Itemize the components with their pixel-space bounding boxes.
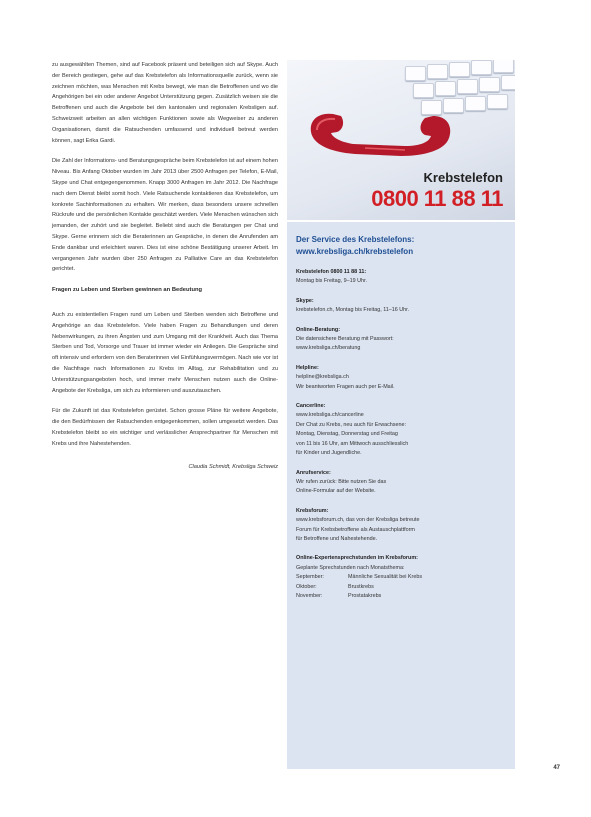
service-section-line[interactable]: helpline@krebsliga.ch (296, 374, 349, 381)
service-section-line[interactable]: www.krebsforum.ch, das von der Krebsliga betreute (296, 517, 420, 524)
service-section (296, 268, 505, 287)
service-section-line: für Betroffene und Nahestehende. (296, 535, 378, 542)
service-section-label: Skype: (296, 297, 314, 304)
article-signature: Claudia Schmidt, Krebsliga Schweiz (188, 463, 278, 470)
page-number: 47 (553, 765, 560, 771)
service-section-line[interactable]: www.krebsliga.ch/cancerline (296, 412, 364, 419)
experts-label: Online-Expertensprechstunden im Krebsforum: (296, 555, 418, 562)
expert-topic: Prostatakrebs (348, 592, 382, 599)
service-section-label: Helpline: (296, 364, 319, 371)
service-title: Der Service des Krebstelefons: (296, 235, 415, 244)
service-section-line: krebstelefon.ch, Montag bis Freitag, 11–16 Uhr. (296, 307, 410, 314)
service-section-line: Montag, Dienstag, Donnerstag und Freitag (296, 431, 398, 438)
expert-row (296, 592, 505, 601)
experts-section (296, 554, 505, 601)
service-section-label: Krebstelefon 0800 11 88 11: (296, 269, 367, 275)
service-section-line: von 11 bis 16 Uhr, am Mittwoch ausschliesslich (296, 440, 409, 447)
telephone-handset-icon (305, 102, 455, 158)
service-section-label: Cancerline: (296, 403, 326, 410)
ad-phone-number: 0800 11 88 11 (371, 186, 503, 211)
expert-row (296, 583, 505, 592)
experts-intro: Geplante Sprechstunden nach Monatsthema: (296, 564, 405, 571)
service-section-line[interactable]: www.krebsliga.ch/beratung (296, 345, 361, 352)
article-paragraph: Auch zu existentiellen Fragen rund um Leben und Sterben wenden sich Betroffene und Angehörige an das Krebstelefon. Viele haben Fragen zu Behandlungen und deren Nebenwirkungen, zu ihren Ängsten und zum Umgang mit der Krankheit. Auch das Thema Sterben und Tod, Vorsorge und Trauer ist immer wieder ein Anliegen. Die Gespräche sind oft intensiv und erfordern von den Beraterinnen viel Einfühlungsvermögen. Nach wie vor ist die Nachfrage nach Informationen zu Krebs im Alltag, zur Rehabilitation und zu Unterstützungsangeboten hoch, und immer mehr Menschen nutzen auch die Online-Angebote der Krebsliga, um sich zu informieren und auszutauschen. (52, 311, 278, 394)
service-section (296, 364, 505, 392)
article-column (52, 60, 278, 472)
service-section-label: Online-Beratung: (296, 326, 341, 333)
ad-brand: Krebstelefon (423, 170, 503, 185)
service-box (287, 222, 515, 769)
expert-month: September: (296, 574, 324, 581)
service-section (296, 402, 505, 458)
service-section (296, 297, 505, 316)
service-section-line: Forum für Krebsbetroffene als Austauschplattform (296, 526, 415, 533)
service-section-label: Anrufservice: (296, 469, 331, 476)
service-section-line: Die datensichere Beratung mit Passwort: (296, 336, 394, 343)
expert-topic: Männliche Sexualität bei Krebs (348, 574, 423, 581)
expert-month: November: (296, 592, 323, 599)
service-section-line: Online-Formular auf der Website. (296, 488, 376, 495)
article-paragraph: zu ausgewählten Themen, sind auf Facebook präsent und beteiligen sich auf Skype. Auch der Bereich gestiegen, gehe auf das Krebstelefon als Informationsquelle zurück, wenn sie zeichnen möchten, was Menschen mit Krebs bewegt, wie man die Betroffenen und wo die Angehörigen bei ein oder anderer Angebot Unterstützung gegen. Zusätzlich weisen sie die Betroffenen und auch die Angebote bei den kantonalen und regionalen Krebsligen auf. Schweizweit arbeiten an allen wichtigen Funktionen sowie als Wegweiser zu anderen Organisationen, damit die Ratsuchenden umfassend und individuell betreut werden können, sagt Erika Gardi. (52, 62, 278, 144)
service-section-line: Montag bis Freitag, 9–19 Uhr. (296, 278, 368, 285)
service-section-line: Wir rufen zurück: Bitte nutzen Sie das (296, 478, 387, 485)
expert-month: Oktober: (296, 583, 317, 590)
service-section (296, 326, 505, 354)
article-subheading: Fragen zu Leben und Sterben gewinnen an Bedeutung (52, 287, 203, 294)
expert-topic: Brustkrebs (348, 583, 374, 590)
article-paragraph: Für die Zukunft ist das Krebstelefon gerüstet. Schon grosse Pläne für weitere Angebote, die den Bedürfnissen der Ratsuchenden entgegenkommen, sollen umgesetzt werden. Das Krebstelefon bleibt so ein wichtiger und verlässlicher Ansprechpartner für Menschen mit Krebs und ihre Nahestehenden. (52, 408, 278, 447)
expert-row (296, 573, 505, 582)
service-section-line: Der Chat zu Krebs, neu auch für Erwachsene: (296, 421, 406, 428)
service-section (296, 507, 505, 545)
article-paragraph: Die Zahl der Informations- und Beratungsgespräche beim Krebstelefon ist auf einem hohen Niveau. Bis Anfang Oktober wurden im Jahr 2013 über 2500 Anfragen per Telefon, E-Mail, Skype und Chat entgegengenommen. Knapp 3000 Anfragen im Jahr 2012. Die Nachfrage nach dem Dienst bleibt somit hoch. Viele Ratsuchende kontaktieren das Krebstelefon, um konkrete Sachinformationen zu erhalten. Wir merken, dass besonders unsere schnellen Rückrufe und die persönlichen Kontakte geschätzt werden. Viele Menschen wünschen sich jemanden, der zuhört und sie begleitet. Beliebt sind auch die Beratungen per Chat und Skype. Gerne erinnern sich die Beraterinnen an Gespräche, in denen die Anrufenden am Ende dankbar und erleichtert waren. Dies ist eine schöne Bestätigung unserer Arbeit. Im vergangenen Jahr wurden über 250 Anfragen zu Palliative Care an das Krebstelefon gerichtet. (52, 158, 278, 273)
krebstelefon-ad-image (287, 60, 515, 220)
service-section-label: Krebsforum: (296, 507, 329, 514)
service-section (296, 469, 505, 497)
service-section-line: Wir beantworten Fragen auch per E-Mail. (296, 383, 395, 390)
service-section-line: für Kinder und Jugendliche. (296, 450, 362, 457)
service-url-link[interactable]: www.krebsliga.ch/krebstelefon (296, 247, 414, 256)
